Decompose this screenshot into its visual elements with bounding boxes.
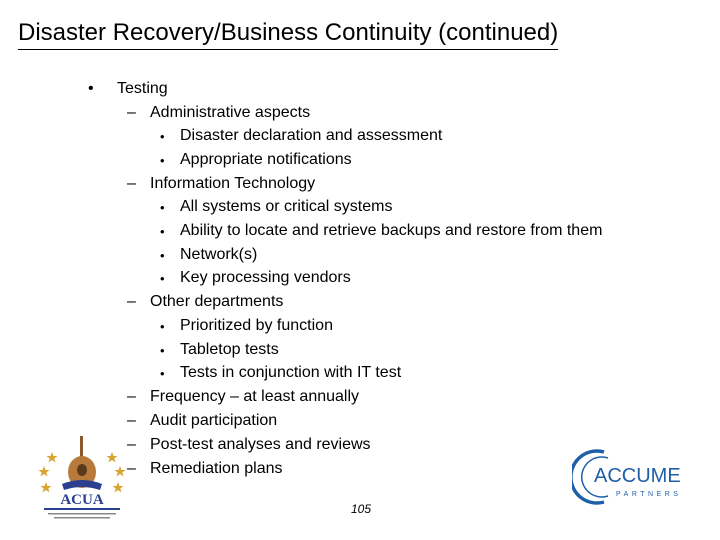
list-item: Administrative aspects xyxy=(150,104,311,121)
bullet-marker: • xyxy=(160,200,165,215)
list-item: Appropriate notifications xyxy=(180,151,352,168)
list-item: Post-test analyses and reviews xyxy=(150,436,371,453)
acua-logo-text: ACUA xyxy=(60,492,104,508)
list-item: Information Technology xyxy=(150,175,316,192)
slide-title: Disaster Recovery/Business Continuity (continued) xyxy=(18,18,558,50)
dash-marker: – xyxy=(127,293,136,310)
dash-marker: – xyxy=(127,175,136,192)
bullet-marker: • xyxy=(160,129,165,144)
list-item: Ability to locate and retrieve backups and restore from them xyxy=(180,222,603,239)
list-item: Prioritized by function xyxy=(180,317,333,334)
page-number: 105 xyxy=(350,502,372,516)
list-item: Remediation plans xyxy=(150,460,283,477)
dash-marker: – xyxy=(127,412,136,429)
bullet-marker: • xyxy=(160,343,165,358)
bullet-marker: • xyxy=(160,271,165,286)
bullet-marker: • xyxy=(160,248,165,263)
list-item: Disaster declaration and assessment xyxy=(180,127,443,144)
bullet-marker: • xyxy=(88,80,94,97)
list-item: Tabletop tests xyxy=(180,341,279,358)
accume-partners-logo xyxy=(572,444,704,508)
bullet-marker: • xyxy=(160,153,165,168)
dash-marker: – xyxy=(127,388,136,405)
list-item: Network(s) xyxy=(180,246,258,263)
accume-logo-text: ACCUME xyxy=(594,465,681,487)
list-item: Frequency – at least annually xyxy=(150,388,360,405)
acua-logo xyxy=(22,432,142,522)
accume-logo-subtext: PARTNERS xyxy=(616,491,682,498)
bullet-marker: • xyxy=(160,224,165,239)
list-item: Audit participation xyxy=(150,412,278,429)
list-item: Other departments xyxy=(150,293,284,310)
dash-marker: – xyxy=(127,460,136,477)
bullet-marker: • xyxy=(160,366,165,381)
dash-marker: – xyxy=(127,104,136,121)
list-item: All systems or critical systems xyxy=(180,198,393,215)
heading-testing: Testing xyxy=(117,80,168,97)
dash-marker: – xyxy=(127,436,136,453)
bullet-marker: • xyxy=(160,319,165,334)
list-item: Tests in conjunction with IT test xyxy=(180,364,402,381)
list-item: Key processing vendors xyxy=(180,269,351,286)
